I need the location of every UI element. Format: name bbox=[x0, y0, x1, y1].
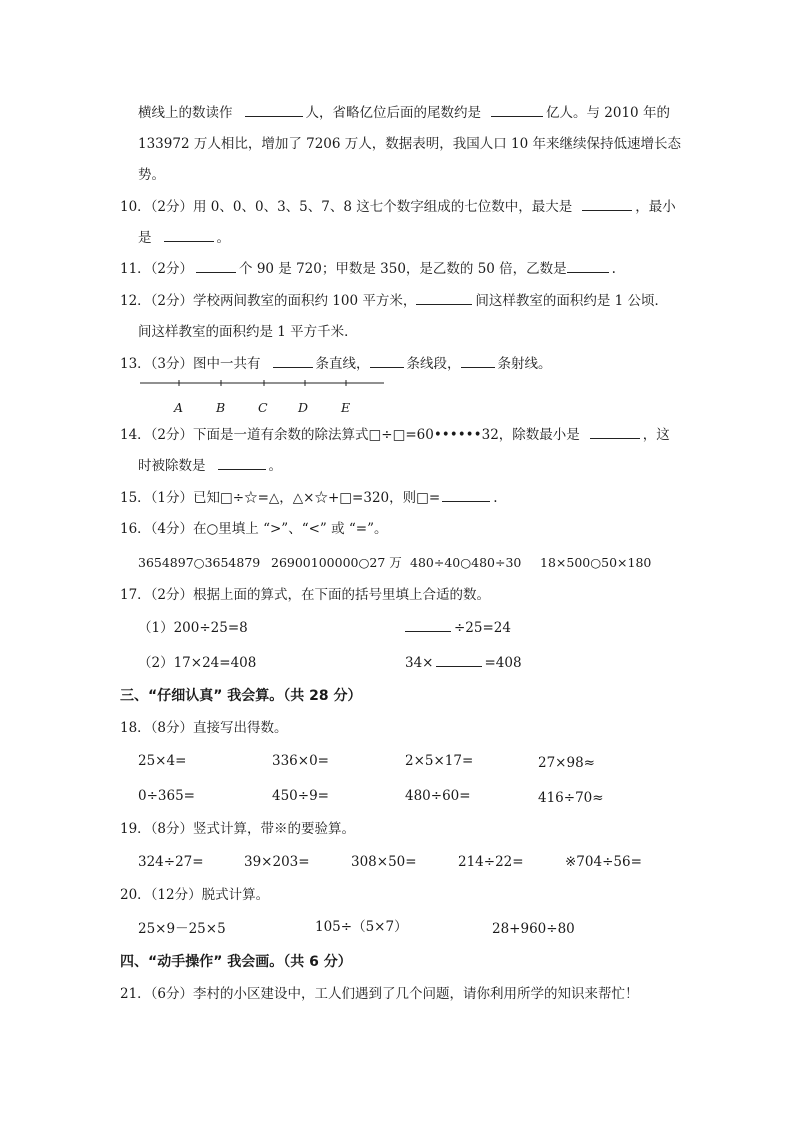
equation bbox=[405, 654, 522, 672]
calc-item: 28+960÷80 bbox=[492, 921, 575, 937]
text: . bbox=[611, 261, 616, 277]
text: . bbox=[493, 490, 498, 506]
answer-blank[interactable] bbox=[461, 355, 495, 368]
question-18: 18．（8分）直接写出得数。 bbox=[120, 720, 288, 736]
calc-item: 214÷22= bbox=[458, 854, 524, 870]
text: 。 bbox=[268, 458, 282, 474]
point-label-d: D bbox=[298, 400, 309, 415]
text: 时被除数是 bbox=[138, 458, 206, 474]
calc-item: ※704÷56= bbox=[565, 854, 642, 870]
point-label-a: A bbox=[174, 400, 184, 415]
equation: （2）17×24=408 bbox=[138, 655, 257, 671]
compare-item: 26900100000○27 万 bbox=[271, 555, 402, 570]
answer-blank[interactable] bbox=[245, 104, 303, 117]
question-16: 16．（4分）在○里填上 “>”、“<” 或 “=”。 bbox=[120, 521, 388, 537]
calc-item: 2×5×17= bbox=[405, 753, 474, 769]
point-label-b: B bbox=[216, 400, 226, 415]
calc-item: 336×0= bbox=[272, 753, 329, 769]
calc-item: 25×4= bbox=[138, 753, 187, 769]
text: 亿人。与 2010 年的 bbox=[546, 105, 670, 121]
text-line bbox=[138, 104, 670, 122]
calc-item: 27×98≈ bbox=[538, 755, 595, 771]
text: 条线段， bbox=[406, 356, 461, 372]
answer-blank[interactable] bbox=[582, 198, 632, 211]
text: 。 bbox=[216, 230, 230, 246]
text: 是 bbox=[138, 230, 152, 246]
calc-item: 324÷27= bbox=[138, 854, 204, 870]
text: ，这 bbox=[642, 427, 670, 443]
answer-blank[interactable] bbox=[436, 654, 482, 667]
point-label-c: C bbox=[258, 400, 268, 415]
answer-blank[interactable] bbox=[370, 355, 404, 368]
text: 15．（1分）已知□÷☆=△，△×☆+□=320，则□= bbox=[120, 490, 441, 506]
text: 横线上的数读作 bbox=[138, 105, 233, 121]
compare-item: 3654897○3654879 bbox=[138, 555, 261, 570]
section-heading: 三、“仔细认真” 我会算。（共 28 分） bbox=[120, 688, 362, 704]
text: 条射线。 bbox=[497, 356, 552, 372]
compare-item: 18×500○50×180 bbox=[540, 555, 652, 570]
answer-blank[interactable] bbox=[405, 619, 451, 632]
text: ÷25=24 bbox=[454, 620, 511, 636]
answer-blank[interactable] bbox=[442, 489, 490, 502]
calc-item: 0÷365= bbox=[138, 788, 195, 804]
question-13 bbox=[120, 355, 552, 373]
answer-blank[interactable] bbox=[491, 104, 543, 117]
question-19: 19．（8分）竖式计算，带※的要验算。 bbox=[120, 821, 356, 837]
answer-blank[interactable] bbox=[164, 229, 214, 242]
question-15 bbox=[120, 489, 497, 507]
answer-blank[interactable] bbox=[196, 260, 236, 273]
answer-blank[interactable] bbox=[567, 260, 609, 273]
text-line: 133972 万人相比，增加了 7206 万人，数据表明，我国人口 10 年来继续保持低速增长态 bbox=[138, 136, 682, 152]
answer-blank[interactable] bbox=[273, 355, 313, 368]
text: 12．（2分）学校两间教室的面积约 100 平方米， bbox=[120, 293, 417, 309]
answer-blank[interactable] bbox=[590, 426, 640, 439]
section-heading: 四、“动手操作” 我会画。（共 6 分） bbox=[120, 954, 352, 970]
point-label-e: E bbox=[341, 400, 351, 415]
text: 间这样教室的面积约是 1 公顷． bbox=[475, 293, 669, 309]
text: 11．（2分） bbox=[120, 261, 194, 277]
equation bbox=[405, 619, 511, 637]
line-figure bbox=[138, 376, 388, 388]
calc-item: 416÷70≈ bbox=[538, 790, 604, 806]
text: ，最小 bbox=[635, 199, 676, 215]
text: 14．（2分）下面是一道有余数的除法算式□÷□=60••••••32，除数最小是 bbox=[120, 427, 580, 443]
calc-item: 450÷9= bbox=[272, 788, 329, 804]
calc-item: 25×9－25×5 bbox=[138, 921, 226, 937]
question-20: 20．（12分）脱式计算。 bbox=[120, 887, 270, 903]
calc-item: 105÷（5×7） bbox=[315, 919, 408, 935]
question-10 bbox=[120, 198, 676, 216]
equation: （1）200÷25=8 bbox=[138, 620, 248, 636]
calc-item: 39×203= bbox=[244, 854, 310, 870]
question-14 bbox=[120, 426, 670, 444]
calc-item: 308×50= bbox=[351, 854, 417, 870]
text-line: 势。 bbox=[138, 167, 165, 183]
text: 人，省略亿位后面的尾数约是 bbox=[305, 105, 481, 121]
text: 10．（2分）用 0、0、0、3、5、7、8 这七个数字组成的七位数中，最大是 bbox=[120, 199, 573, 215]
text: 13．（3分）图中一共有 bbox=[120, 356, 261, 372]
text: 34× bbox=[405, 655, 434, 671]
text: 个 90 是 720；甲数是 350，是乙数的 50 倍，乙数是 bbox=[239, 261, 567, 277]
compare-item: 480÷40○480÷30 bbox=[410, 555, 522, 570]
question-11 bbox=[120, 260, 616, 278]
text: =408 bbox=[484, 655, 522, 671]
answer-blank[interactable] bbox=[416, 292, 472, 305]
question-12-cont: 间这样教室的面积约是 1 平方千米． bbox=[138, 324, 358, 340]
answer-blank[interactable] bbox=[218, 457, 266, 470]
question-12 bbox=[120, 292, 668, 310]
question-10-cont bbox=[138, 229, 230, 247]
text: 条直线， bbox=[315, 356, 370, 372]
question-21: 21．（6分）李村的小区建设中，工人们遇到了几个问题，请你利用所学的知识来帮忙！ bbox=[120, 986, 639, 1002]
calc-item: 480÷60= bbox=[405, 788, 471, 804]
question-17: 17．（2分）根据上面的算式，在下面的括号里填上合适的数。 bbox=[120, 587, 491, 603]
question-14-cont bbox=[138, 457, 282, 475]
